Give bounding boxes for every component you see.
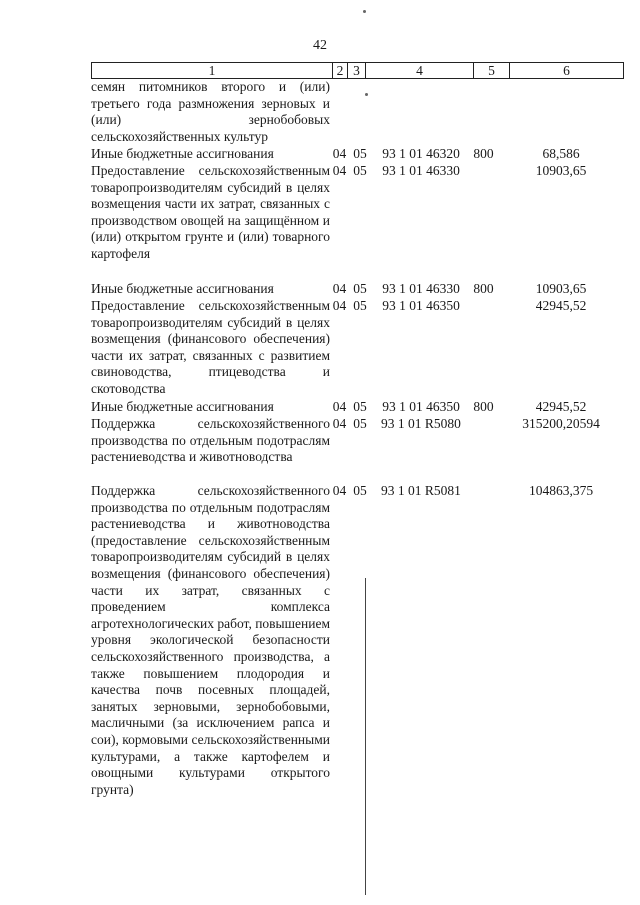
row-code-razdel: 04 (332, 416, 347, 431)
row-amount: 315200,20594 (522, 416, 600, 431)
table-row (91, 146, 626, 163)
row-code-podrazdel: 05 (353, 416, 367, 431)
col-header-2: 2 (333, 63, 348, 79)
row-amount: 10903,65 (535, 163, 587, 178)
row-amount: 10903,65 (535, 281, 587, 296)
row-name: Иные бюджетные ассигнования (91, 281, 274, 296)
col-header-1: 1 (92, 63, 333, 79)
col-header-5: 5 (474, 63, 510, 79)
scan-dot (365, 93, 368, 96)
row-code-razdel: 04 (332, 163, 347, 178)
row-code-expense (471, 483, 496, 798)
row-name: семян питомников второго и (или) третьего года размножения зерновых и (или) зернобобовых сельскохозяйственных культур (91, 79, 330, 144)
table-row (91, 399, 626, 416)
row-amount: 42945,52 (535, 399, 587, 414)
row-code-target: 93 1 01 46350 (382, 298, 460, 313)
table-row (91, 79, 626, 146)
page-number: 42 (313, 38, 327, 53)
row-name: Иные бюджетные ассигнования (91, 146, 274, 161)
row-code-podrazdel: 05 (353, 298, 367, 313)
table-row (91, 416, 626, 483)
row-code-razdel: 04 (332, 298, 347, 313)
row-amount: 68,586 (542, 146, 580, 161)
row-amount: 42945,52 (535, 298, 587, 313)
row-name: Поддержка сельскохозяйственного производства по отдельным подотраслям растениеводства и животноводства (91, 416, 330, 465)
col-header-3: 3 (348, 63, 366, 79)
row-code-podrazdel: 05 (353, 399, 367, 414)
table-row (91, 298, 626, 399)
table-row (91, 483, 626, 798)
col-header-4: 4 (366, 63, 474, 79)
row-code-target: 93 1 01 46320 (382, 146, 460, 161)
table-row (91, 163, 626, 281)
table-row (91, 281, 626, 298)
row-name: Предоставление сельскохозяйственным товаропроизводителям субсидий в целях возмещения (финансового обеспечения) части их затрат, связанных с развитием свиноводства, птицеводства и скотоводства (91, 298, 330, 396)
row-code-razdel: 04 (332, 483, 347, 498)
row-code-expense: 800 (473, 281, 494, 296)
row-name: Предоставление сельскохозяйственным товаропроизводителям субсидий в целях возмещения части их затрат, связанных с производством овощей на защищённом и (или) открытом грунте и (или) товарного картофеля (91, 163, 330, 261)
row-code-target: 93 1 01 46350 (382, 399, 460, 414)
row-code-podrazdel: 05 (353, 146, 367, 161)
scan-dot (363, 10, 366, 13)
row-code-podrazdel: 05 (353, 163, 367, 178)
row-code-expense (471, 416, 496, 483)
row-code-expense (471, 298, 496, 399)
row-code-podrazdel: 05 (353, 281, 367, 296)
row-code-razdel: 04 (332, 281, 347, 296)
table-header (91, 62, 624, 79)
row-code-target: 93 1 01 R5080 (381, 416, 461, 431)
row-name: Иные бюджетные ассигнования (91, 399, 274, 414)
col-header-6: 6 (510, 63, 624, 79)
row-code-target: 93 1 01 46330 (382, 281, 460, 296)
row-code-podrazdel: 05 (353, 483, 367, 498)
row-amount: 104863,375 (528, 483, 594, 498)
row-code-razdel: 04 (332, 146, 347, 161)
row-code-razdel: 04 (332, 399, 347, 414)
row-name: Поддержка сельскохозяйственного производства по отдельным подотраслям растениеводства и животноводства (предоставление сельскохозяйственным товаропроизводителям субсидий в целях возмещения (финансового обеспечения) части их затрат, связанных с проведением комплекса агротехнологических работ, повышением уровня экологической безопасности сельскохозяйственного производства, а также повышением плодородия и качества почв посевных площадей, занятых зерновыми, зернобобовыми, масличными (за исключением рапса и сои), кормовыми сельскохозяйственными культурами, а также картофелем и овощными культурами открытого грунта) (91, 483, 330, 797)
table-body (91, 79, 626, 798)
row-code-expense (471, 163, 496, 281)
row-code-expense: 800 (473, 146, 494, 161)
row-code-target: 93 1 01 46330 (382, 163, 460, 178)
row-code-target: 93 1 01 R5081 (381, 483, 461, 498)
scan-artifact-line (365, 578, 366, 895)
row-code-expense: 800 (473, 399, 494, 414)
